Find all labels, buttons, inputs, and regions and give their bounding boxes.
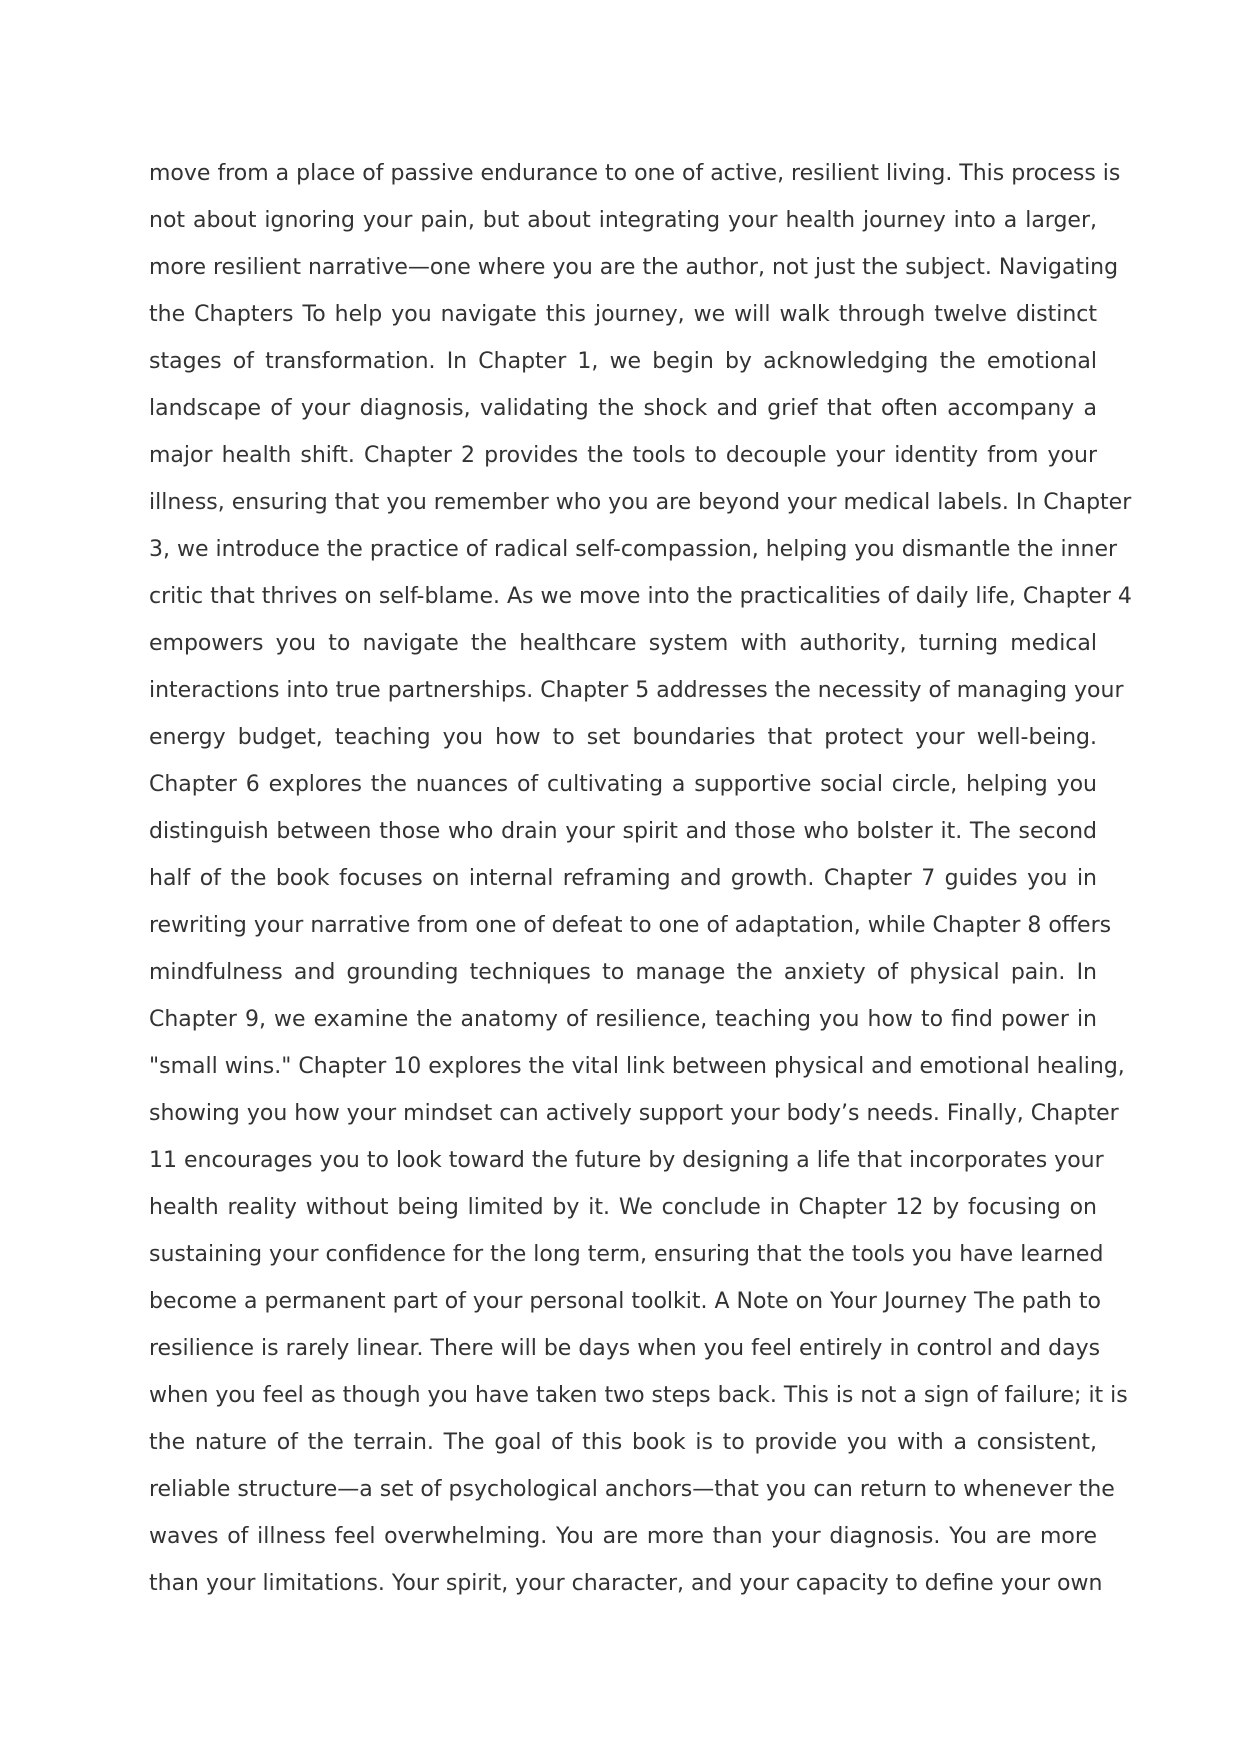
- text-line: mindfulness and grounding techniques to manage the anxiety of physical pain. In: [149, 960, 1097, 985]
- text-line: major health shift. Chapter 2 provides the tools to decouple your identity from your: [149, 443, 1097, 468]
- text-line: interactions into true partnerships. Chapter 5 addresses the necessity of managing your: [149, 678, 1124, 703]
- text-line: critic that thrives on self-blame. As we move into the practicalities of daily life, Chapter 4: [149, 584, 1132, 609]
- text-line: waves of illness feel overwhelming. You are more than your diagnosis. You are more: [149, 1524, 1097, 1549]
- text-line: rewriting your narrative from one of defeat to one of adaptation, while Chapter 8 offers: [149, 913, 1112, 938]
- text-line: "small wins." Chapter 10 explores the vital link between physical and emotional healing,: [149, 1054, 1125, 1079]
- body-paragraph: [149, 150, 1132, 1607]
- text-line: reliable structure—a set of psychological anchors—that you can return to whenever the: [149, 1477, 1115, 1502]
- text-line: move from a place of passive endurance to one of active, resilient living. This process is: [149, 161, 1121, 186]
- text-line: the nature of the terrain. The goal of this book is to provide you with a consistent,: [149, 1430, 1097, 1455]
- text-line: 11 encourages you to look toward the future by designing a life that incorporates your: [149, 1148, 1104, 1173]
- text-line: 3, we introduce the practice of radical self-compassion, helping you dismantle the inner: [149, 537, 1118, 562]
- text-line: showing you how your mindset can actively support your body’s needs. Finally, Chapter: [149, 1101, 1119, 1126]
- text-line: resilience is rarely linear. There will be days when you feel entirely in control and days: [149, 1336, 1101, 1361]
- text-line: than your limitations. Your spirit, your character, and your capacity to define your own: [149, 1571, 1103, 1596]
- text-line: when you feel as though you have taken two steps back. This is not a sign of failure; it is: [149, 1383, 1128, 1408]
- text-line: not about ignoring your pain, but about integrating your health journey into a larger,: [149, 208, 1097, 233]
- text-line: energy budget, teaching you how to set boundaries that protect your well-being.: [149, 725, 1097, 750]
- text-line: more resilient narrative—one where you are the author, not just the subject. Navigating: [149, 255, 1119, 280]
- text-line: landscape of your diagnosis, validating the shock and grief that often accompany a: [149, 396, 1097, 421]
- text-line: distinguish between those who drain your spirit and those who bolster it. The second: [149, 819, 1097, 844]
- text-line: Chapter 9, we examine the anatomy of resilience, teaching you how to find power in: [149, 1007, 1097, 1032]
- text-line: Chapter 6 explores the nuances of cultivating a supportive social circle, helping you: [149, 772, 1097, 797]
- text-line: empowers you to navigate the healthcare system with authority, turning medical: [149, 631, 1097, 656]
- text-line: become a permanent part of your personal toolkit. A Note on Your Journey The path to: [149, 1289, 1102, 1314]
- text-line: the Chapters To help you navigate this journey, we will walk through twelve distinct: [149, 302, 1097, 327]
- text-line: stages of transformation. In Chapter 1, we begin by acknowledging the emotional: [149, 349, 1097, 374]
- text-line: illness, ensuring that you remember who you are beyond your medical labels. In Chapter: [149, 490, 1132, 515]
- text-line: health reality without being limited by it. We conclude in Chapter 12 by focusing on: [149, 1195, 1097, 1220]
- text-line: half of the book focuses on internal reframing and growth. Chapter 7 guides you in: [149, 866, 1097, 891]
- text-line: sustaining your confidence for the long term, ensuring that the tools you have learned: [149, 1242, 1104, 1267]
